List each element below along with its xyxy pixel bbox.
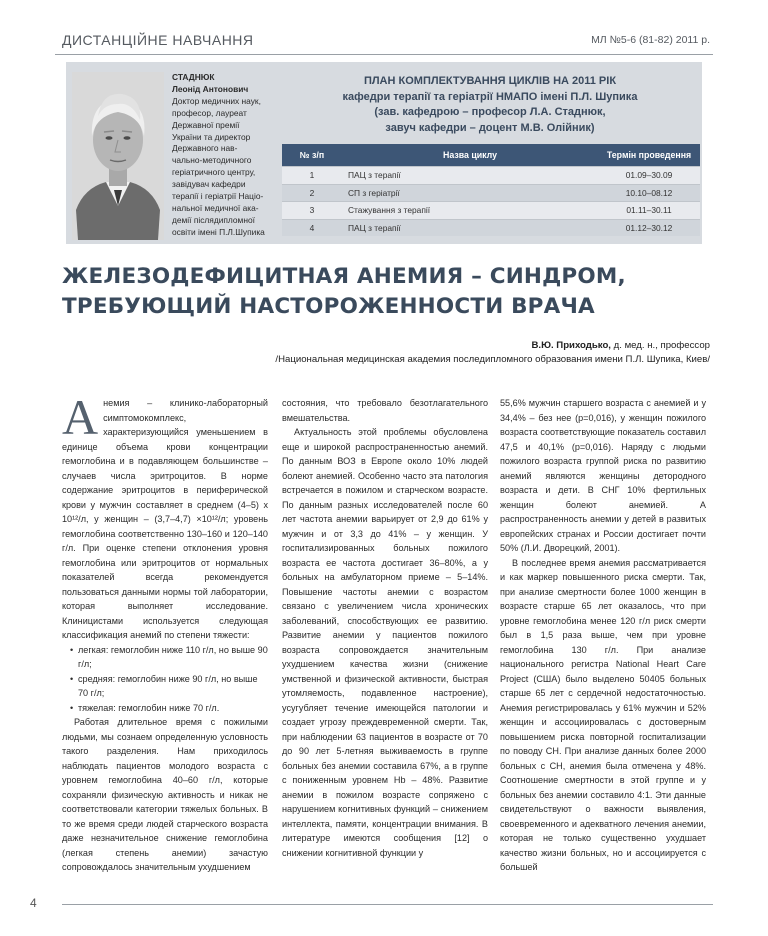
plan-title-line: ПЛАН КОМПЛЕКТУВАННЯ ЦИКЛІВ НА 2011 РІК bbox=[363, 75, 617, 87]
header-cycle: Назва циклу bbox=[342, 144, 598, 167]
bio-line: геріатричного центру, bbox=[172, 167, 256, 178]
cell-dates: 01.12–30.12 bbox=[598, 219, 700, 236]
author-photo bbox=[72, 72, 164, 240]
cell-cycle: СП з геріатрії bbox=[342, 184, 598, 202]
drop-cap: А bbox=[62, 389, 99, 445]
text-column-2 bbox=[282, 396, 488, 860]
bio-line: освіти імені П.Л.Шупика bbox=[172, 226, 265, 237]
article-author bbox=[531, 340, 710, 351]
plan-title-line: завуч кафедри – доцент М.В. Олійник) bbox=[385, 121, 595, 134]
footer-divider bbox=[62, 904, 713, 905]
header-divider bbox=[55, 54, 713, 55]
bio-line: професор, лауреат bbox=[172, 107, 247, 118]
bio-line: нальної медичної ака- bbox=[172, 202, 259, 213]
cell-cycle: ПАЦ з терапії bbox=[342, 167, 598, 185]
author-bio bbox=[172, 72, 274, 239]
text-column-3 bbox=[500, 396, 706, 875]
header-number: № з/п bbox=[282, 144, 342, 167]
cell-cycle: Стажування з терапії bbox=[342, 202, 598, 220]
bio-line: Державної премії bbox=[172, 119, 240, 130]
bio-line: Доктор медичних наук, bbox=[172, 95, 261, 106]
cell-dates: 01.09–30.09 bbox=[598, 167, 700, 185]
table-row bbox=[282, 202, 700, 220]
list-item: • тяжелая: гемоглобин ниже 70 г/л. bbox=[78, 701, 268, 716]
author-name: В.Ю. Приходько, bbox=[531, 340, 611, 351]
author-degree: д. мед. н., профессор bbox=[610, 340, 710, 351]
cell-number: 3 bbox=[282, 202, 342, 220]
plan-table bbox=[282, 144, 700, 236]
table-row bbox=[282, 219, 700, 236]
table-row bbox=[282, 167, 700, 185]
text-column-1 bbox=[62, 389, 268, 875]
cell-cycle: ПАЦ з терапії bbox=[342, 219, 598, 236]
bio-line: чально-методичного bbox=[172, 155, 252, 166]
paragraph: 55,6% мужчин старшего возраста с анемией и у 34,4% – без нее (р=0,016), у женщин пожилого возраста соответствующие показатель составил 47,5 и 40,1% (р=0,016). Наряду с людьми пожилого возраста группой риска по развитию анемий являются женщины детородного возраста и дети. В СНГ 10% фертильных женщин болеют анемией. А распространенность анемии у детей в развитых европейских странах и России достигает почти 50% (Л.И. Дворецкий, 2001). bbox=[500, 398, 706, 553]
bio-surname: СТАДНЮК bbox=[172, 72, 215, 82]
cell-dates: 10.10–08.12 bbox=[598, 184, 700, 202]
severity-list bbox=[62, 643, 268, 716]
plan-title bbox=[282, 74, 698, 136]
page-number: 4 bbox=[30, 896, 37, 910]
bio-line: демії післядипломної bbox=[172, 214, 255, 225]
cell-number: 2 bbox=[282, 184, 342, 202]
plan-title-line: (зав. кафедрою – професор Л.А. Стаднюк, bbox=[374, 106, 606, 119]
paragraph: немия – клинико-лабораторный симптомокомплекс, характеризующийся уменьшением в единице объема крови концентрации гемоглобина и в подавляющем большинстве – случаев числа эритроцитов. В норме содержание эритроцитов в периферической крови у мужчин составляет в среднем (4–5) x 10¹²/л, у женщин – (3,7–4,7) ×10¹²/л; уровень гемоглобина соответственно 130–160 и 120–140 г/л. При оценке степени отклонения уровня гемоглобина или эритроцитов от нормальных показателей всегда рекомендуется пользоваться данными нормы той лаборатории, которая выполняет исследование. Клиницистами используется следующая классификация анемий по степени тяжести: bbox=[62, 398, 268, 640]
header-dates: Термін проведення bbox=[598, 144, 700, 167]
bio-line: Державного нав- bbox=[172, 143, 238, 154]
paragraph: Актуальность этой проблемы обусловлена еще и широкой распространенностью анемий. По данным ВОЗ в Европе около 10% людей болеют анемией. Особенно часто эта патология встречается в пожилом и старческом возрасте. По данным разных исследователей после 60 лет частота анемии варьирует от 2,9 до 61% у мужчин и от 3,3 до 41% – у женщин. У госпитализированных больных пожилого возраста ее частота достигает 36–80%, а у больных на амбулаторном приеме – 5–14%. Повышение частоты анемии с возрастом связано с увеличением числа хронических заболеваний, способствующих ее развитию. Развитие анемии у пациентов пожилого возраста сопровождается значительным ухудшением качества жизни (снижение умственной и физической активности, быстрая утомляемость, подавленное настроение), усугубляет течение имеющейся патологии и создает угрозу преждевременной смерти. Так, при наблюдении 63 пациентов в возрасте от 70 до 90 лет 5-летняя выживаемость в группе больных без анемии составила 67%, а в группе с пониженным уровнем Hb – 48%. Развитие анемии в пожилом возрасте сопряжено с нарушением когнитивных функций – снижением интеллекта, памяти, концентрации внимания. В литературе имеются сообщения [12] о снижении когнитивной функции у bbox=[282, 427, 488, 858]
article-title-line: ЖЕЛЕЗОДЕФИЦИТНАЯ АНЕМИЯ – СИНДРОМ, bbox=[62, 264, 626, 289]
list-item: • легкая: гемоглобин ниже 110 г/л, но выше 90 г/л; bbox=[78, 643, 268, 672]
bio-name: Леонід Антонович bbox=[172, 83, 249, 94]
section-title: ДИСТАНЦІЙНЕ НАВЧАННЯ bbox=[62, 32, 254, 48]
plan-title-line: кафедри терапії та геріатрії НМАПО імені П.Л. Шупика bbox=[342, 90, 638, 103]
paragraph: В последнее время анемия рассматривается и как маркер повышенного риска смерти. Так, при анализе смертности более 1000 женщин в возрасте старше 65 лет оказалось, что при уровне гемоглобина менее 120 г/л риск смерти был в 1,5 раза выше, чем при уровне гемоглобина 130 г/л. При анализе национального регистра National Heart Care Project (США) было выделено 50405 больных старше 65 лет с сердечной недостаточностью. Анемия регистрировалась у 61% мужчин и 52% женщин и ассоциировалась с достоверным повышением риска повторной госпитализации по поводу СН. При анализе данных более 2000 больных с СН, анемия была отмечена у 48%. Соотношение смертности в этой группе и у больных без анемии составило 4:1. Эти данные свидетельствуют о важности выявления, своевременного и адекватного лечения анемии, которая не только существенно ухудшает качество жизни больных, но и ассоциируется с большей bbox=[500, 557, 706, 872]
article-title bbox=[62, 262, 722, 322]
author-affiliation: /Национальная медицинская академия последипломного образования имени П.Л. Шупика, Киев/ bbox=[275, 354, 710, 365]
paragraph: Работая длительное время с пожилыми людьми, мы сознаем определенную условность такого разделения. Нам приходилось наблюдать пациентов молодого возраста с уровнем гемоглобина 40–60 г/л, которые сохраняли физическую активность и никак не соответствовали категории тяжелых больных. В то же время среди людей старческого возраста даже незначительное снижение гемоглобина (легкая степень анемии) зачастую сопровождалось значительным ухудшением bbox=[62, 717, 268, 872]
paragraph: состояния, что требовало безотлагательного вмешательства. bbox=[282, 398, 488, 423]
bio-line: завідувач кафедри bbox=[172, 179, 246, 190]
cell-number: 4 bbox=[282, 219, 342, 236]
table-header-row bbox=[282, 144, 700, 167]
bio-line: України та директор bbox=[172, 131, 251, 142]
bio-line: терапії і геріатрії Націо- bbox=[172, 191, 264, 202]
table-row bbox=[282, 184, 700, 202]
issue-label: МЛ №5-6 (81-82) 2011 р. bbox=[591, 34, 710, 46]
cell-number: 1 bbox=[282, 167, 342, 185]
list-item: • средняя: гемоглобин ниже 90 г/л, но выше 70 г/л; bbox=[78, 672, 268, 701]
cell-dates: 01.11–30.11 bbox=[598, 202, 700, 220]
article-title-line: ТРЕБУЮЩИЙ НАСТОРОЖЕННОСТИ ВРАЧА bbox=[62, 294, 595, 319]
